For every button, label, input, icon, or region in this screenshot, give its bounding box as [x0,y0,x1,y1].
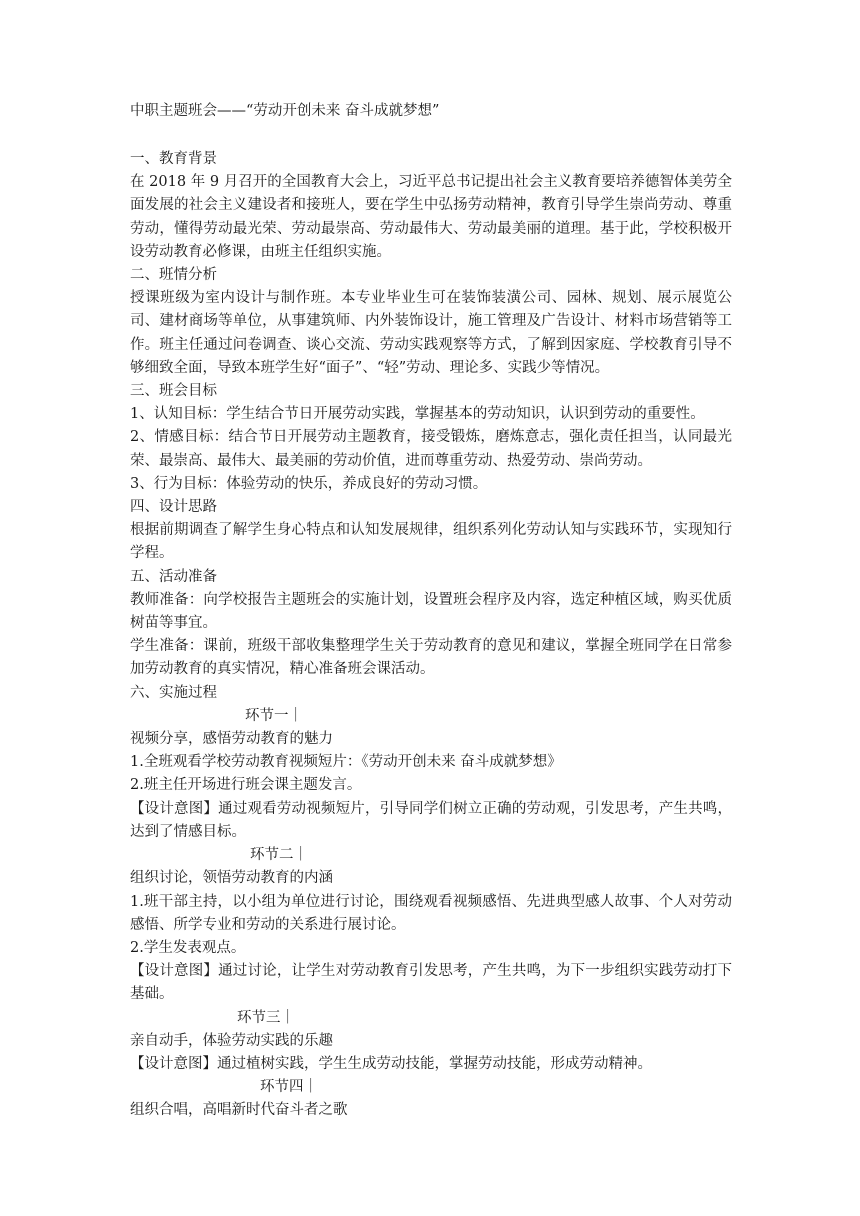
step-one-label: 环节一｜ [245,707,303,724]
section-heading-goals: 三、班会目标 [130,383,217,400]
section-heading-design: 四、设计思路 [130,499,217,516]
step-four-label: 环节四｜ [260,1079,318,1096]
class-analysis-paragraph: 授课班级为室内设计与制作班。本专业毕业生可在装饰装潢公司、园林、规划、展示展览公司、建材商场等单位，从事建筑师、内外装饰设计，施工管理及广告设计、材料市场营销等工作。班主任通过问卷调查、谈心交流、劳动实践观察等方式，了解到因家庭、学校教育引导不够细致全面，导致本班学生好“面子”、“轻”劳动、理论多、实践少等情况。 [130,290,732,376]
design-paragraph: 根据前期调查了解学生身心特点和认知发展规律，组织系列化劳动认知与实践环节，实现知行学程。 [130,522,732,562]
step-two-item-2: 2.学生发表观点。 [130,939,246,956]
document-title: 中职主题班会——“劳动开创未来 奋斗成就梦想” [130,103,440,119]
section-heading-class-analysis: 二、班情分析 [130,267,217,284]
step-one-intent: 【设计意图】通过观看劳动视频短片，引导同学们树立正确的劳动观，引发思考，产生共鸣，达到了情感目标。 [130,800,732,840]
section-heading-preparation: 五、活动准备 [130,568,217,585]
step-one-subtitle: 视频分享，感悟劳动教育的魅力 [130,731,333,748]
step-four-subtitle: 组织合唱，高唱新时代奋斗者之歌 [130,1102,348,1119]
step-one-item-2: 2.班主任开场进行班会课主题发言。 [130,777,362,794]
teacher-preparation: 教师准备：向学校报告主题班会的实施计划，设置班会程序及内容，选定种植区域，购买优质树苗等事宜。 [130,591,732,632]
goal-cognitive: 1、认知目标：学生结合节日开展劳动实践，掌握基本的劳动知识，认识到劳动的重要性。 [130,406,705,423]
section-heading-process: 六、实施过程 [130,684,217,701]
section-heading-background: 一、教育背景 [130,151,217,167]
background-paragraph: 在 2018 年 9 月召开的全国教育大会上，习近平总书记提出社会主义教育要培养德智体美劳全面发展的社会主义建设者和接班人，要在学生中弘扬劳动精神，教育引导学生崇尚劳动、尊重劳动，懂得劳动最光荣、劳动最崇高、劳动最伟大、劳动最美丽的道理。基于此，学校积极开设劳动教育必修课，由班主任组织实施。 [130,174,732,260]
step-two-intent: 【设计意图】通过讨论，让学生对劳动教育引发思考，产生共鸣，为下一步组织实践劳动打下基础。 [130,963,732,1003]
step-two-subtitle: 组织讨论，领悟劳动教育的内涵 [130,870,333,887]
step-two-label: 环节二｜ [250,847,308,864]
document-page [130,100,732,1123]
step-one-item-1: 1.全班观看学校劳动教育视频短片：《劳动开创未来 奋斗成就梦想》 [130,754,562,771]
step-three-intent: 【设计意图】通过植树实践，学生生成劳动技能，掌握劳动技能，形成劳动精神。 [130,1055,652,1072]
goal-emotional: 2、情感目标：结合节日开展劳动主题教育，接受锻炼，磨炼意志，强化责任担当，认同最光荣、最崇高、最伟大、最美丽的劳动价值，进而尊重劳动、热爱劳动、崇尚劳动。 [130,429,732,469]
step-three-subtitle: 亲自动手，体验劳动实践的乐趣 [130,1032,333,1049]
student-preparation: 学生准备：课前，班级干部收集整理学生关于劳动教育的意见和建议，掌握全班同学在日常参加劳动教育的真实情况，精心准备班会课活动。 [130,638,732,678]
step-three-label: 环节三｜ [237,1009,295,1026]
step-two-item-1: 1.班干部主持，以小组为单位进行讨论，围绕观看视频感悟、先进典型感人故事、个人对劳动感悟、所学专业和劳动的关系进行展讨论。 [130,893,732,933]
goal-behavioral: 3、行为目标：体验劳动的快乐，养成良好的劳动习惯。 [130,475,488,492]
